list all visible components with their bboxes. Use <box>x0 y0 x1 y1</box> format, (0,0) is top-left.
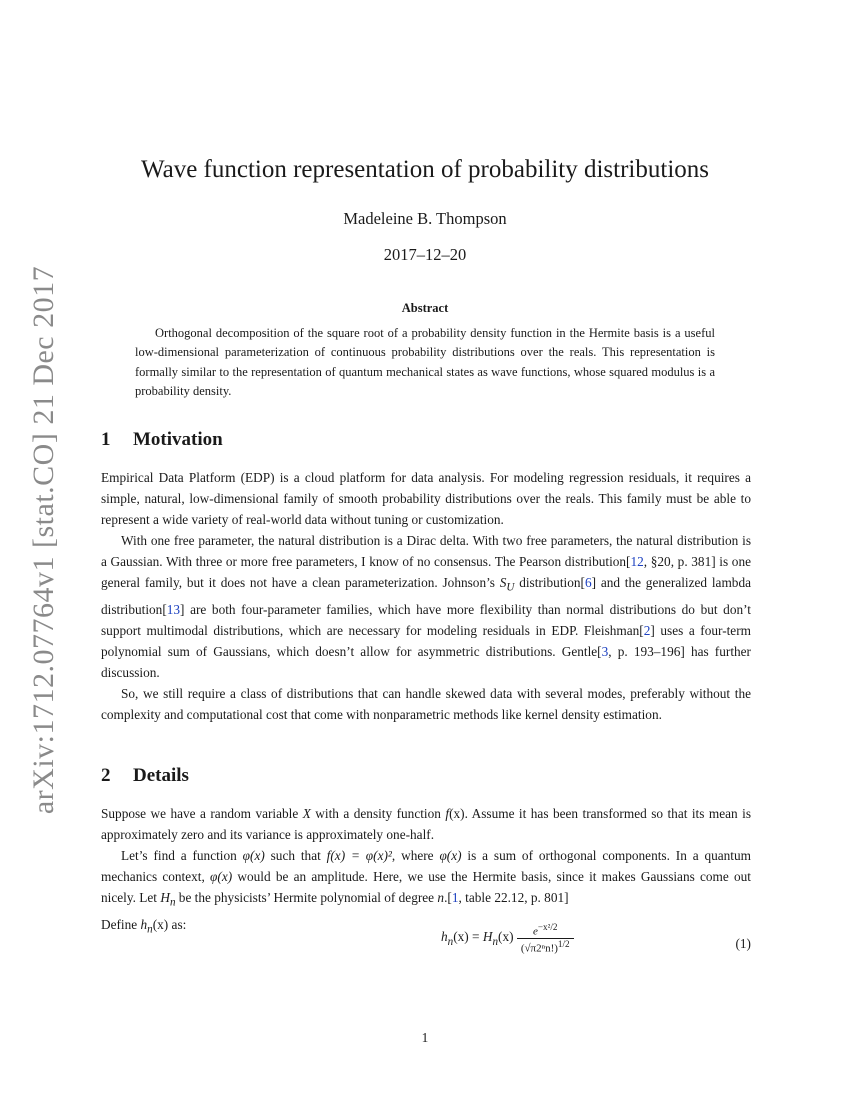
motivation-paragraph-2: With one free parameter, the natural distribution is a Dirac delta. With two free parameters, the natural distribution is a Gaussian. With three or more free parameters, I know of no consensus. The Pearson distribution[12, §20, p. 381] is one general family, but it does not have a clean parameterization. Johnson’s $S_U$ distribution[6] and the generalized lambda distribution[13] are both four-parameter families, which have more flexibility than normal distributions do but don’t support multimodal distributions, which are necessary for modeling residuals in EDP. Fleishman[2] uses a four-term polynomial sum of Gaussians, which doesn’t allow for asymmetric distributions. Gentle[3, p. 193–196] has further discussion. <box>101 533 751 680</box>
details-paragraph-1: Suppose we have a random variable X with a density function f(x). Assume it has been transformed so that its mean is approximately zero and its variance is approximately one-half. <box>101 806 751 842</box>
section-heading-motivation <box>101 429 751 451</box>
equation-1 <box>101 922 751 968</box>
abstract-block <box>135 324 715 401</box>
abstract-text: Orthogonal decomposition of the square root of a probability density function in the Hermite basis is a useful low-dimensional parameterization of continuous probability distributions over the reals. This representation is formally similar to the representation of quantum mechanical states as wave functions, whose squared modulus is a probability density. <box>135 326 715 398</box>
section-number: 2 <box>101 765 111 786</box>
arxiv-stamp-text: arXiv:1712.07764v1 [stat.CO] 21 Dec 2017 <box>27 265 60 815</box>
page-number: 1 <box>421 1030 429 1045</box>
section-heading-details <box>101 765 751 787</box>
equation-fraction: $\frac{e^{-x^2/2}}{(√\pi 2^nn!)^{1/2}}$ <box>517 922 574 954</box>
motivation-body <box>101 467 751 725</box>
equation-number: (1) <box>735 936 751 951</box>
paper-author: Madeleine B. Thompson <box>343 209 507 228</box>
citation-link[interactable]: 6 <box>584 575 592 590</box>
section-title: Motivation <box>133 429 223 450</box>
motivation-paragraph-1: Empirical Data Platform (EDP) is a cloud platform for data analysis. For modeling regression residuals, it requires a simple, natural, low-dimensional family of smooth probability distributions over the reals. This family must be able to represent a wide variety of real-world data without tuning or customization. <box>101 470 751 527</box>
citation-link[interactable]: 12 <box>630 554 644 569</box>
details-paragraph-2: Let’s find a function φ(x) such that f(x) = φ(x)², where φ(x) is a sum of orthogonal components. In a quantum mechanics context, φ(x) would be an amplitude. Here, we use the Hermite basis, since it makes Gaussians come out nicely. Let $H_n$ be the physicists’ Hermite polynomial of degree n.[1, table 22.12, p. 801] Define $h_n(x)$ as: <box>101 848 752 936</box>
section-number: 1 <box>101 429 111 450</box>
citation-link[interactable]: 2 <box>643 622 651 638</box>
citation-link[interactable]: 13 <box>166 601 181 617</box>
details-body <box>101 803 751 940</box>
section-title: Details <box>133 765 189 786</box>
motivation-paragraph-3: So, we still require a class of distributions that can handle skewed data with several modes, preferably without the complexity and computational cost that come with nonparametric methods like kernel density estimation. <box>101 685 751 722</box>
citation-link[interactable]: 1 <box>451 890 459 905</box>
equation-body: $h_n(x) = H_n(x)$ $\frac{e^{-x^2/2}}{(√\pi 2^nn!)^{1/2}}$ <box>441 922 574 954</box>
arxiv-stamp <box>24 265 64 815</box>
citation-link[interactable]: 3 <box>601 643 609 659</box>
abstract-heading: Abstract <box>401 301 449 315</box>
paper-title: Wave function representation of probability distributions <box>141 156 709 183</box>
paper-date: 2017–12–20 <box>383 245 467 264</box>
